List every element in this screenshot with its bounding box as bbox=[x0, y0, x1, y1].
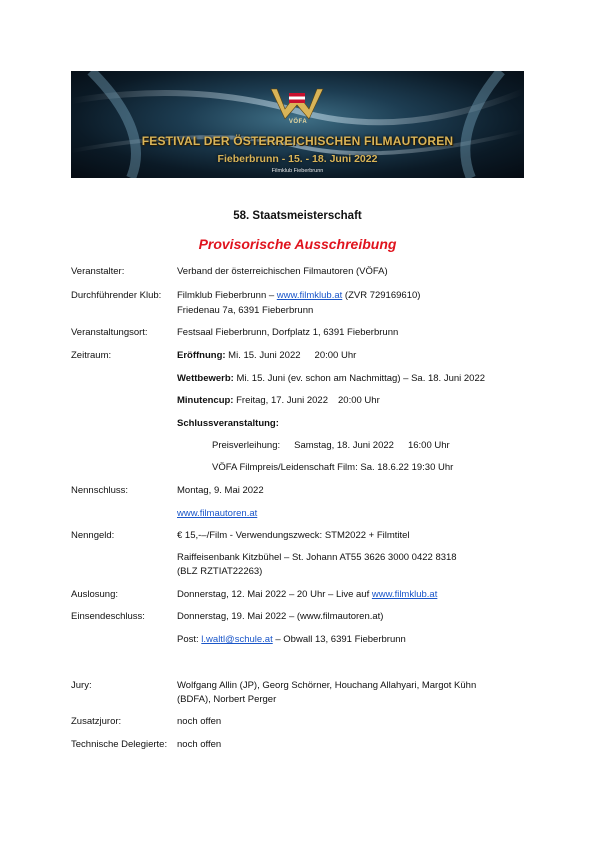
label-klub: Durchführender Klub: bbox=[71, 290, 162, 301]
label-technik: Technische Delegierte: bbox=[71, 739, 168, 750]
value-jury-line2: (BDFA), Norbert Perger bbox=[177, 694, 277, 705]
label-zeitraum: Zeitraum: bbox=[71, 350, 112, 361]
value-jury-line1: Wolfgang Allin (JP), Georg Schörner, Houchang Allahyari, Margot Kühn bbox=[177, 680, 477, 691]
value-technik: noch offen bbox=[177, 739, 222, 750]
label-nenngeld: Nenngeld: bbox=[71, 530, 115, 541]
value-ort: Festsaal Fieberbrunn, Dorfplatz 1, 6391 Fieberbrunn bbox=[177, 327, 399, 338]
label-auslosung: Auslosung: bbox=[71, 589, 119, 600]
banner-club: Filmklub Fieberbrunn bbox=[271, 168, 324, 174]
banner-subtitle: Fieberbrunn - 15. - 18. Juni 2022 bbox=[217, 153, 378, 165]
link-filmklub[interactable]: www.filmklub.at bbox=[276, 290, 343, 301]
label-zusatzjuror: Zusatzjuror: bbox=[71, 716, 122, 727]
banner-title: FESTIVAL DER ÖSTERREICHISCHEN FILMAUTOREN bbox=[141, 134, 454, 148]
link-email[interactable]: l.waltl@schule.at bbox=[201, 634, 273, 645]
value-veranstalter: Verband der österreichischen Filmautoren (VÖFA) bbox=[177, 266, 388, 277]
value-auslosung: Donnerstag, 12. Mai 2022 – 20 Uhr – Live auf www.filmklub.at bbox=[177, 589, 438, 600]
value-nennschluss: Montag, 9. Mai 2022 bbox=[177, 485, 264, 496]
value-bank: Raiffeisenbank Kitzbühel – St. Johann AT55 3626 3000 0422 8318 bbox=[177, 552, 457, 563]
value-klub: Filmklub Fieberbrunn – www.filmklub.at (ZVR 729169610) bbox=[177, 290, 421, 301]
value-voefa-filmpreis: VÖFA Filmpreis/Leidenschaft Film: Sa. 18.6.22 19:30 Uhr bbox=[212, 462, 454, 473]
value-minutencup: Minutencup: Freitag, 17. Juni 2022 20:00 Uhr bbox=[177, 395, 380, 406]
logo-text: VÖFA bbox=[288, 119, 308, 125]
label-ort: Veranstaltungsort: bbox=[71, 327, 148, 338]
label-veranstalter: Veranstalter: bbox=[71, 266, 125, 277]
document-subheading: Provisorische Ausschreibung bbox=[198, 236, 397, 252]
value-post: Post: l.waltl@schule.at – Obwall 13, 6391 Fieberbrunn bbox=[177, 634, 406, 645]
value-wettbewerb: Wettbewerb: Mi. 15. Juni (ev. schon am Nachmittag) – Sa. 18. Juni 2022 bbox=[177, 373, 486, 384]
value-einsendeschluss: Donnerstag, 19. Mai 2022 – (www.filmautoren.at) bbox=[177, 611, 384, 622]
label-jury: Jury: bbox=[71, 680, 92, 691]
value-eroeffnung: Eröffnung: Mi. 15. Juni 2022 20:00 Uhr bbox=[177, 350, 357, 361]
link-filmklub-live[interactable]: www.filmklub.at bbox=[371, 589, 438, 600]
value-klub-address: Friedenau 7a, 6391 Fieberbrunn bbox=[177, 305, 314, 316]
document-heading: 58. Staatsmeisterschaft bbox=[233, 210, 362, 222]
value-blz: (BLZ RZTIAT22263) bbox=[177, 566, 263, 577]
value-preisverleihung: Preisverleihung: Samstag, 18. Juni 2022 16:00 Uhr bbox=[212, 440, 450, 451]
value-nenngeld: € 15,-–/Film - Verwendungszweck: STM2022 + Filmtitel bbox=[177, 530, 410, 541]
value-zusatzjuror: noch offen bbox=[177, 716, 222, 727]
label-nennschluss: Nennschluss: bbox=[71, 485, 129, 496]
label-einsendeschluss: Einsendeschluss: bbox=[71, 611, 145, 622]
festival-banner bbox=[71, 71, 524, 178]
value-schluss: Schlussveranstaltung: bbox=[177, 418, 279, 429]
link-filmautoren[interactable]: www.filmautoren.at bbox=[177, 508, 258, 519]
